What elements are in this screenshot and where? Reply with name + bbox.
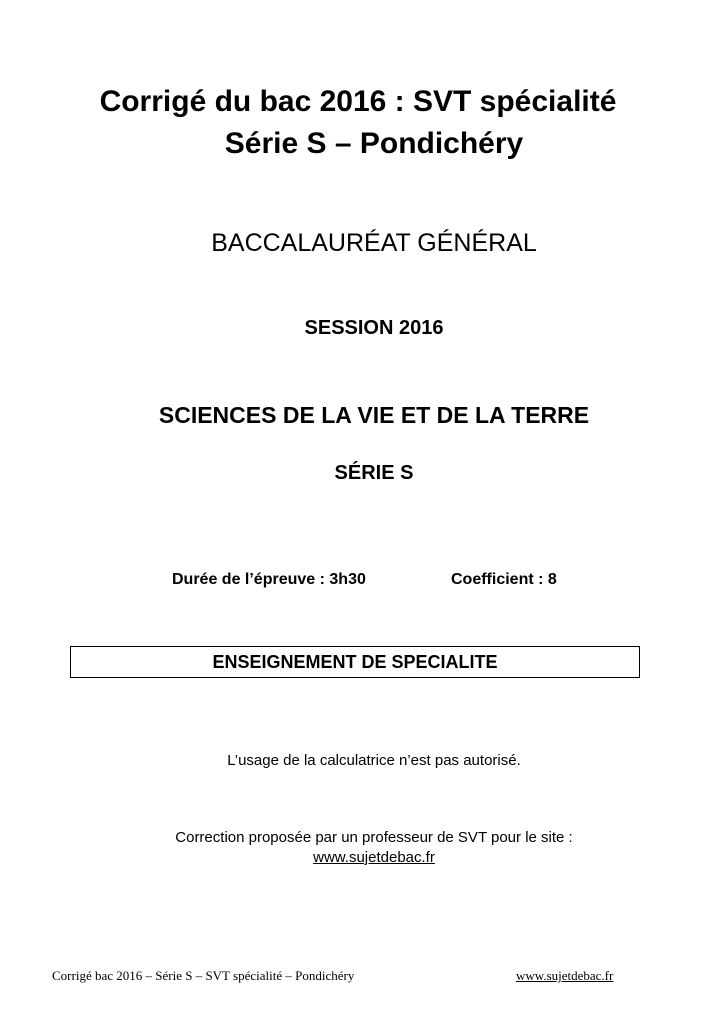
correction-note: Correction proposée par un professeur de SVT pour le site : <box>175 829 573 846</box>
specialty-box <box>70 646 640 678</box>
exam-duration: Durée de l’épreuve : 3h30 <box>172 571 366 588</box>
site-link-container <box>0 848 724 868</box>
exam-level: BACCALAURÉAT GÉNÉRAL <box>211 229 537 257</box>
footer-link[interactable]: www.sujetdebac.fr <box>516 968 614 983</box>
site-link[interactable]: www.sujetdebac.fr <box>313 849 435 866</box>
exam-session: SESSION 2016 <box>304 317 444 339</box>
page-title-line-2: Série S – Pondichéry <box>224 127 524 160</box>
specialty-label: ENSEIGNEMENT DE SPECIALITE <box>212 652 498 672</box>
page-title-line-1: Corrigé du bac 2016 : SVT spécialité <box>99 85 617 118</box>
calculator-note: L’usage de la calculatrice n’est pas autorisé. <box>227 752 521 769</box>
footer-title: Corrigé bac 2016 – Série S – SVT spécialité – Pondichéry <box>52 968 355 983</box>
exam-coefficient: Coefficient : 8 <box>451 571 557 588</box>
exam-serie: SÉRIE S <box>334 462 414 484</box>
exam-subject: SCIENCES DE LA VIE ET DE LA TERRE <box>158 402 590 428</box>
